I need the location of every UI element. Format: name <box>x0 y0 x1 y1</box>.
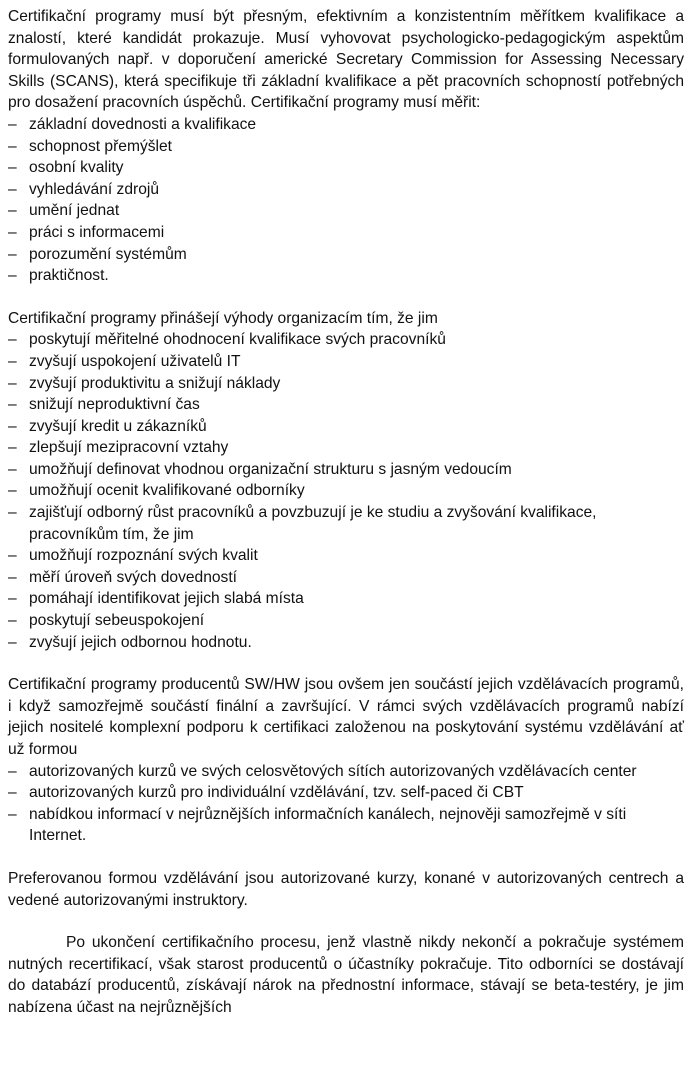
dash-bullet: – <box>8 504 17 522</box>
dash-bullet: – <box>8 202 17 220</box>
list-item: – autorizovaných kurzů ve svých celosvětových sítích autorizovaných vzdělávacích center <box>8 761 684 783</box>
list-item: – umožňují ocenit kvalifikované odborníky <box>8 480 684 502</box>
list-item: – snižují neproduktivní čas <box>8 394 684 416</box>
dash-bullet: – <box>8 612 17 630</box>
dash-bullet: – <box>8 245 17 263</box>
list-item: – zvyšují jejich odbornou hodnotu. <box>8 632 684 654</box>
list-item: – porozumění systémům <box>8 244 684 266</box>
list-item: – práci s informacemi <box>8 222 684 244</box>
list-item: – schopnost přemýšlet <box>8 136 684 158</box>
list-item: – zlepšují mezipracovní vztahy <box>8 437 684 459</box>
list-item: – autorizovaných kurzů pro individuální vzdělávání, tzv. self-paced či CBT <box>8 782 684 804</box>
dash-bullet: – <box>8 805 17 823</box>
dash-bullet: – <box>8 374 17 392</box>
dash-bullet: – <box>8 159 17 177</box>
list-item: – umění jednat <box>8 200 684 222</box>
list-education-forms <box>8 761 684 847</box>
list-item: – měří úroveň svých dovedností <box>8 567 684 589</box>
list-item: – osobní kvality <box>8 157 684 179</box>
dash-bullet: – <box>8 590 17 608</box>
dash-bullet: – <box>8 460 17 478</box>
dash-bullet: – <box>8 568 17 586</box>
list-measured-skills <box>8 114 684 287</box>
dash-bullet: – <box>8 331 17 349</box>
list-item: – praktičnost. <box>8 265 684 287</box>
list-organization-benefits <box>8 329 684 653</box>
list-item: – poskytují měřitelné ohodnocení kvalifikace svých pracovníků <box>8 329 684 351</box>
dash-bullet: – <box>8 482 17 500</box>
list-item: – zvyšují produktivitu a snižují náklady <box>8 373 684 395</box>
dash-bullet: – <box>8 396 17 414</box>
dash-bullet: – <box>8 137 17 155</box>
paragraph-producer-programs: Certifikační programy producentů SW/HW jsou ovšem jen součástí jejich vzdělávacích programů, i když samozřejmě součástí finální a završující. V rámci svých vzdělávacích programů nabízí jejich nositelé komplexní podporu k certifikaci založenou na poskytování systému vzdělávání ať už formou <box>8 676 684 758</box>
paragraph-organization-benefits: Certifikační programy přinášejí výhody organizacím tím, že jim <box>8 309 438 327</box>
list-item: – zvyšují kredit u zákazníků <box>8 416 684 438</box>
dash-bullet: – <box>8 784 17 802</box>
list-item: – nabídkou informací v nejrůznějších informačních kanálech, nejnověji samozřejmě v síti Internet. <box>8 805 627 845</box>
paragraph-scans-requirements: Certifikační programy musí být přesným, efektivním a konzistentním měřítkem kvalifikace a znalostí, které kandidát prokazuje. Musí vyhovovat psychologicko-pedagogickým aspektům formulovaných např. v doporučení americké Secretary Commission for Assessing Necessary Skills (SCANS), která specifikuje tři základní kvalifikace a pět pracovních schopností potřebných pro dosažení pracovních úspěchů. Certifikační programy musí měřit: <box>8 8 684 112</box>
paragraph-preferred-form: Preferovanou formou vzdělávání jsou autorizované kurzy, konané v autorizovaných centrech a vedené autorizovanými instruktory. <box>8 869 684 909</box>
dash-bullet: – <box>8 223 17 241</box>
paragraph-after-certification: Po ukončení certifikačního procesu, jenž vlastně nikdy nekončí a pokračuje systémem nutných recertifikací, však starost producentů o účastníky pokračuje. Tito odborníci se dostávají do databází producentů, získávají nárok na přednostní informace, stávají se beta-testéry, je jim nabízena účast na nejrůznějších <box>8 934 684 1016</box>
dash-bullet: – <box>8 547 17 565</box>
list-item: – umožňují definovat vhodnou organizační strukturu s jasným vedoucím <box>8 459 684 481</box>
list-item: – umožňují rozpoznání svých kvalit <box>8 545 684 567</box>
dash-bullet: – <box>8 417 17 435</box>
dash-bullet: – <box>8 352 17 370</box>
dash-bullet: – <box>8 267 17 285</box>
list-item: – základní dovednosti a kvalifikace <box>8 114 684 136</box>
dash-bullet: – <box>8 115 17 133</box>
list-item: – pomáhají identifikovat jejich slabá místa <box>8 588 684 610</box>
list-item: – zajišťují odborný růst pracovníků a povzbuzují je ke studiu a zvyšování kvalifikace, pracovníkům tím, že jim <box>8 504 597 543</box>
document-page <box>8 0 684 1019</box>
list-item: – poskytují sebeuspokojení <box>8 610 684 632</box>
list-item: – zvyšují uspokojení uživatelů IT <box>8 351 684 373</box>
dash-bullet: – <box>8 762 17 780</box>
dash-bullet: – <box>8 180 17 198</box>
list-item: – vyhledávání zdrojů <box>8 179 684 201</box>
dash-bullet: – <box>8 633 17 651</box>
dash-bullet: – <box>8 439 17 457</box>
